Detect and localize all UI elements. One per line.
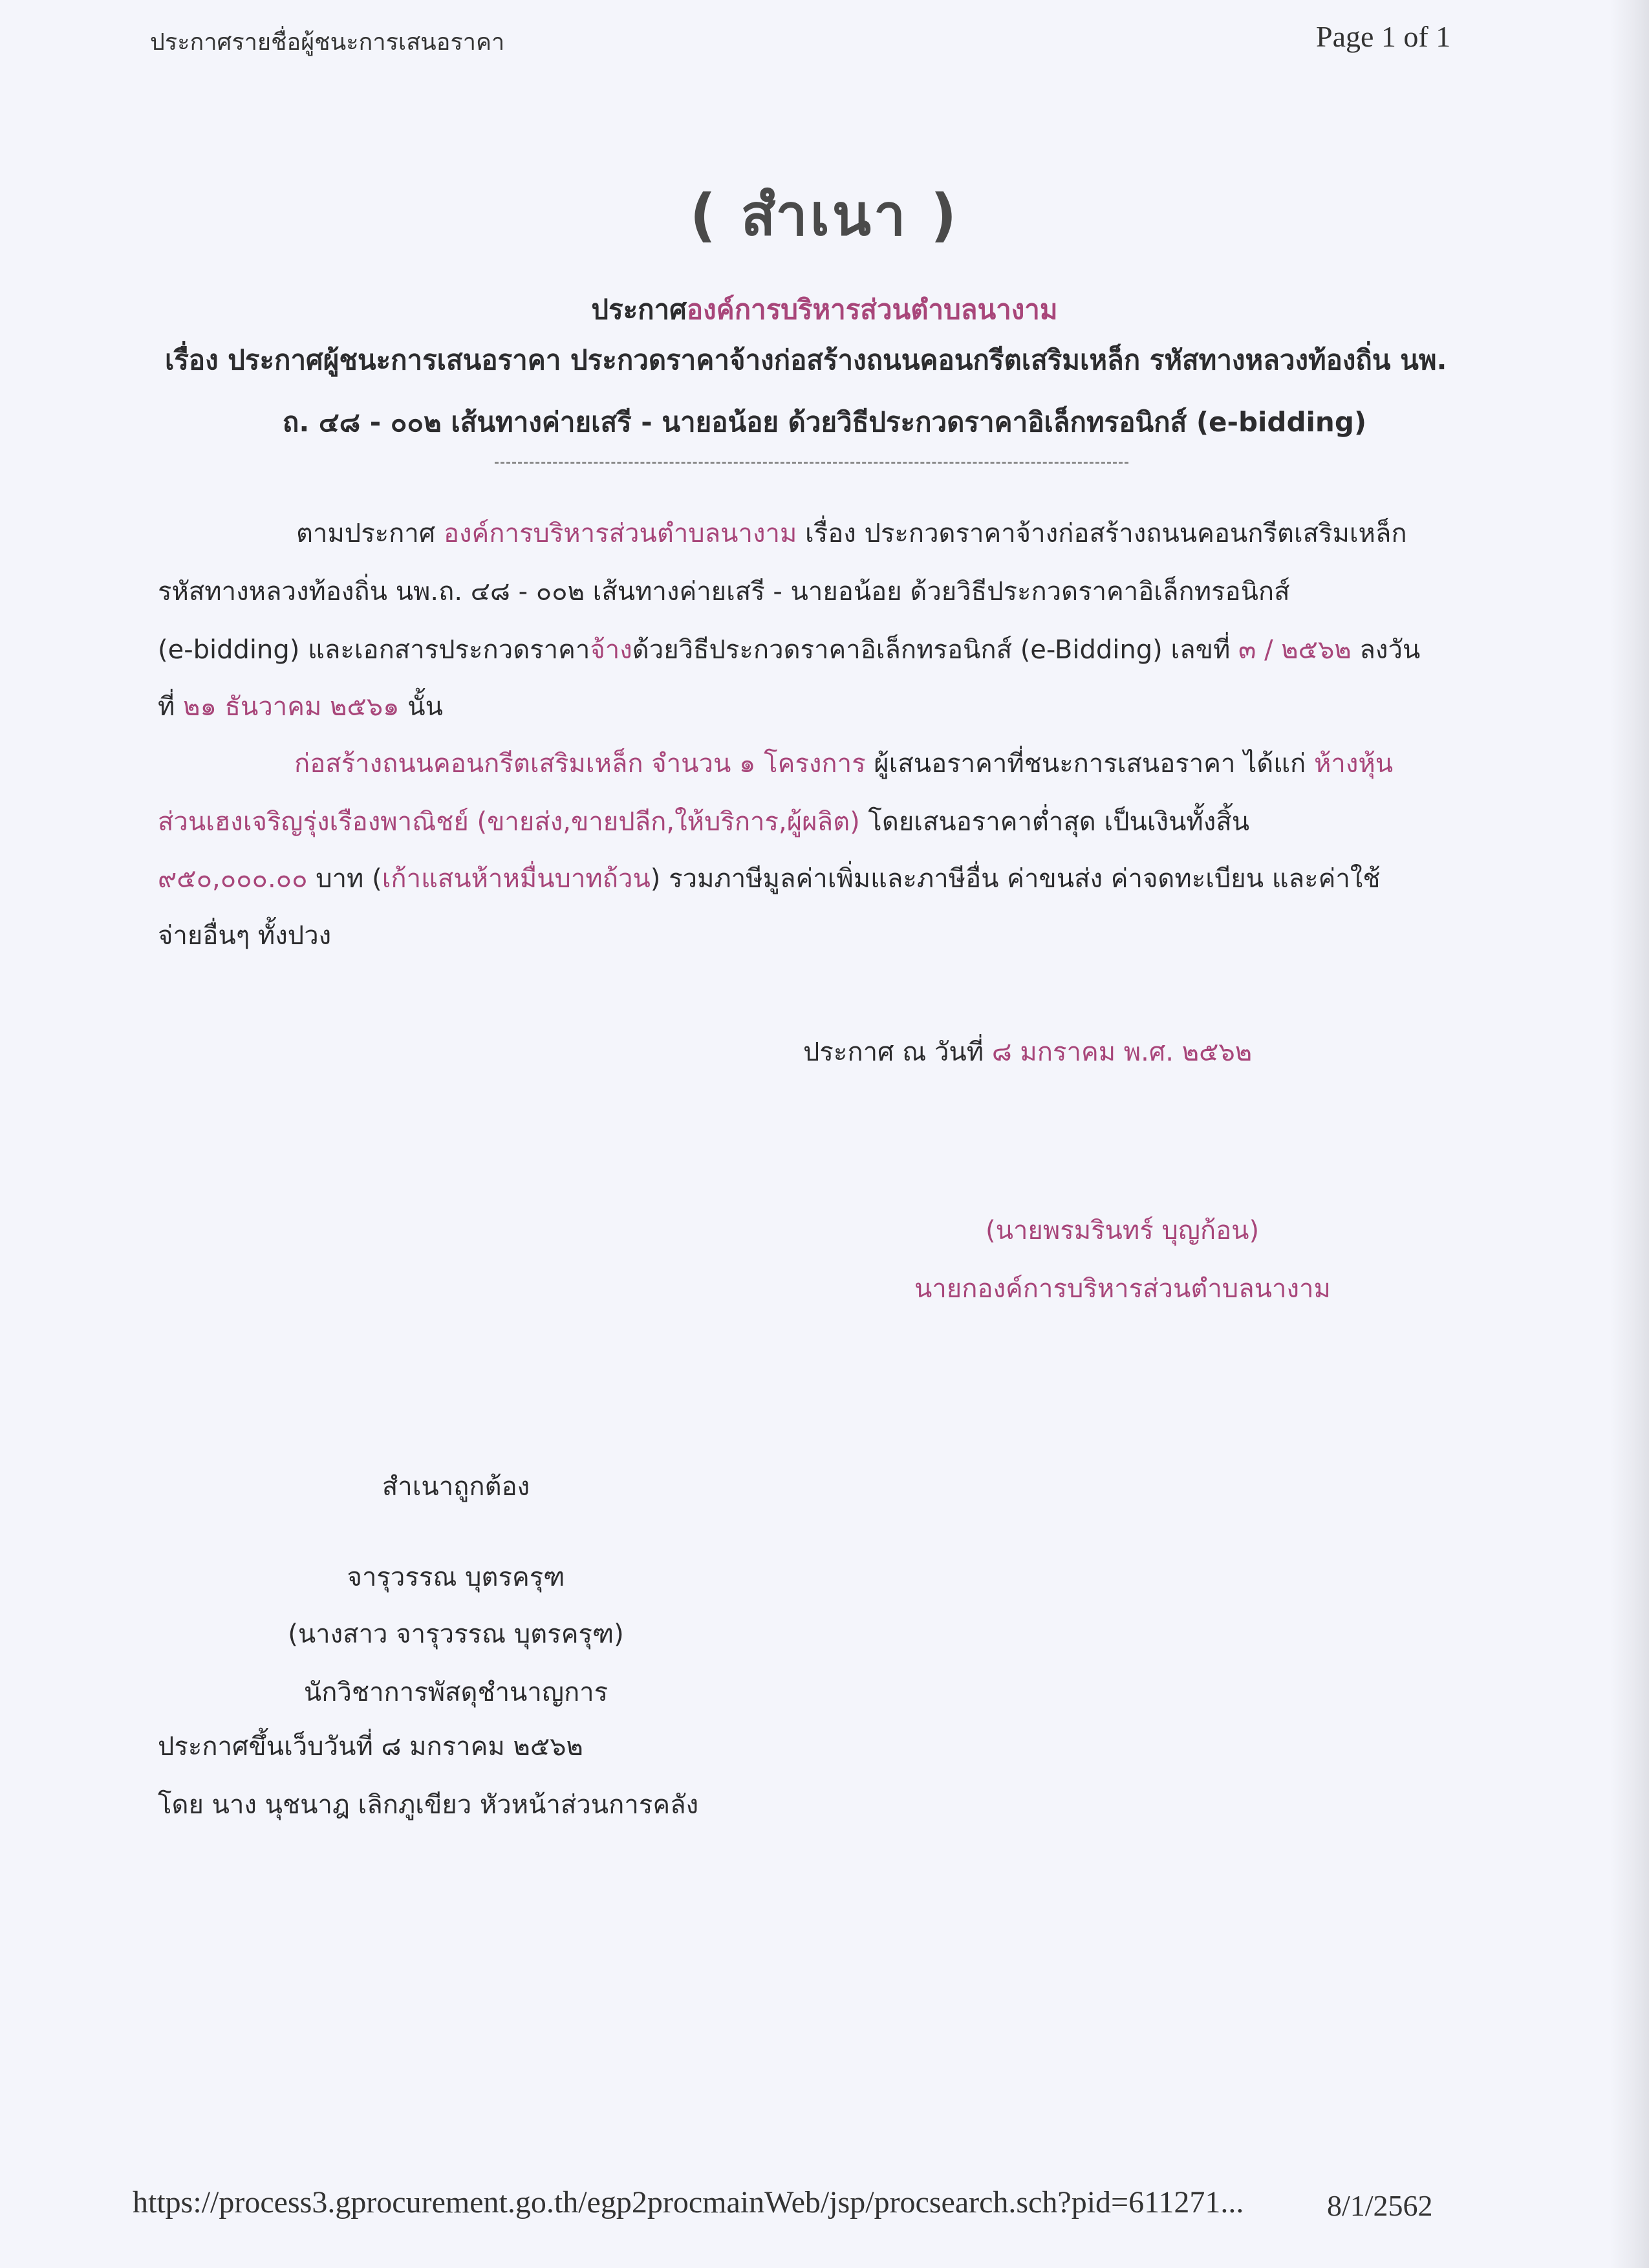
org-name: องค์การบริหารส่วนตำบลนางาม [443,519,797,548]
certifier-position: นักวิชาการพัสดุชำนาญการ [303,1678,609,1707]
paragraph-2-line-3 [158,858,1380,899]
announcement-date-value: ๘ มกราคม พ.ศ. ๒๕๖๒ [991,1037,1253,1067]
certifier-name: (นางสาว จารุวรรณ บุตรครุฑ) [288,1619,624,1649]
bid-amount-words: เก้าแสนห้าหมื่นบาทถ้วน [382,864,651,894]
paragraph-2-line-4: จ่ายอื่นๆ ทั้งปวง [158,921,332,951]
text: ประกาศ ณ วันที่ [803,1037,992,1067]
page-number: Page 1 of 1 [1316,20,1451,53]
bid-amount: ๙๕๐,๐๐๐.๐๐ [158,864,308,894]
text: ที่ [158,692,184,722]
text: เรื่อง ประกวดราคาจ้างก่อสร้างถนนคอนกรีตเสริมเหล็ก [797,519,1407,548]
paragraph-1-line-2: รหัสทางหลวงท้องถิ่น นพ.ถ. ๔๘ - ๐๐๒ เส้นทางค่ายเสรี - นายอน้อย ด้วยวิธีประกวดราคาอิเล็กทรอนิกส์ [158,577,1290,607]
paragraph-1-line-3 [158,629,1420,670]
document-date: ๒๑ ธันวาคม ๒๕๖๑ [183,692,400,722]
project-item: ก่อสร้างถนนคอนกรีตเสริมเหล็ก จำนวน ๑ โครงการ [294,749,866,779]
paragraph-2-line-1 [294,742,1393,784]
document-number: ๓ / ๒๕๖๒ [1238,635,1352,665]
header-title: ประกาศรายชื่อผู้ชนะการเสนอราคา [150,29,505,56]
text: บาท ( [307,864,382,894]
text: ลงวัน [1351,635,1421,665]
scan-edge [1610,0,1649,2268]
text: ผู้เสนอราคาที่ชนะการเสนอราคา ได้แก่ [865,749,1314,779]
paragraph-1-line-4 [158,686,443,727]
signatory-name: (นายพรมรินทร์ บุญก้อน) [986,1216,1260,1246]
copy-stamp: ( สำเนา ) [689,182,960,248]
text: โดยเสนอราคาต่ำสุด เป็นเงินทั้งสิ้น [859,807,1250,837]
highlight: จ้าง [590,635,632,665]
signatory-position: นายกองค์การบริหารส่วนตำบลนางาม [914,1274,1331,1304]
paragraph-1-line-1 [296,512,1407,554]
certified-copy-label: สำเนาถูกต้อง [382,1472,530,1502]
subject-line-2: ถ. ๔๘ - ๐๐๒ เส้นทางค่ายเสรี - นายอน้อย ด้วยวิธีประกวดราคาอิเล็กทรอนิกส์ (e-bidding) [282,406,1367,438]
subject-line-1: เรื่อง ประกาศผู้ชนะการเสนอราคา ประกวดราคาจ้างก่อสร้างถนนคอนกรีตเสริมเหล็ก รหัสทางหลวงท้องถิ่น นพ. [165,344,1447,376]
winner-name: ห้างหุ้น [1313,749,1394,779]
announcement-date [803,1031,1252,1072]
text: ด้วยวิธีประกวดราคาอิเล็กทรอนิกส์ (e-Bidding) เลขที่ [632,635,1239,665]
text: นั้น [399,692,443,722]
paragraph-2-line-2 [158,801,1249,842]
winner-name-cont: ส่วนเฮงเจริญรุ่งเรืองพาณิชย์ (ขายส่ง,ขายปลีก,ให้บริการ,ผู้ผลิต) [158,807,860,837]
footer-date: 8/1/2562 [1327,2189,1433,2222]
footer-url: https://process3.gprocurement.go.th/egp2procmainWeb/jsp/procsearch.sch?pid=611271... [133,2185,1244,2219]
text: ) รวมภาษีมูลค่าเพิ่มและภาษีอื่น ค่าขนส่ง ค่าจดทะเบียน และค่าใช้ [650,864,1381,894]
title-prefix: ประกาศ [591,294,687,325]
announcement-title [0,288,1649,331]
text: (e-bidding) และเอกสารประกวดราคา [158,635,590,665]
text: ตามประกาศ [296,519,444,548]
divider-line [495,462,1128,464]
certifier-signature: จารุวรรณ บุตรครุฑ [347,1562,565,1592]
title-org: องค์การบริหารส่วนตำบลนางาม [686,294,1058,325]
web-posted-date: ประกาศขึ้นเว็บวันที่ ๘ มกราคม ๒๕๖๒ [158,1732,583,1762]
posted-by: โดย นาง นุชนาฎ เลิกภูเขียว หัวหน้าส่วนการคลัง [158,1790,699,1820]
